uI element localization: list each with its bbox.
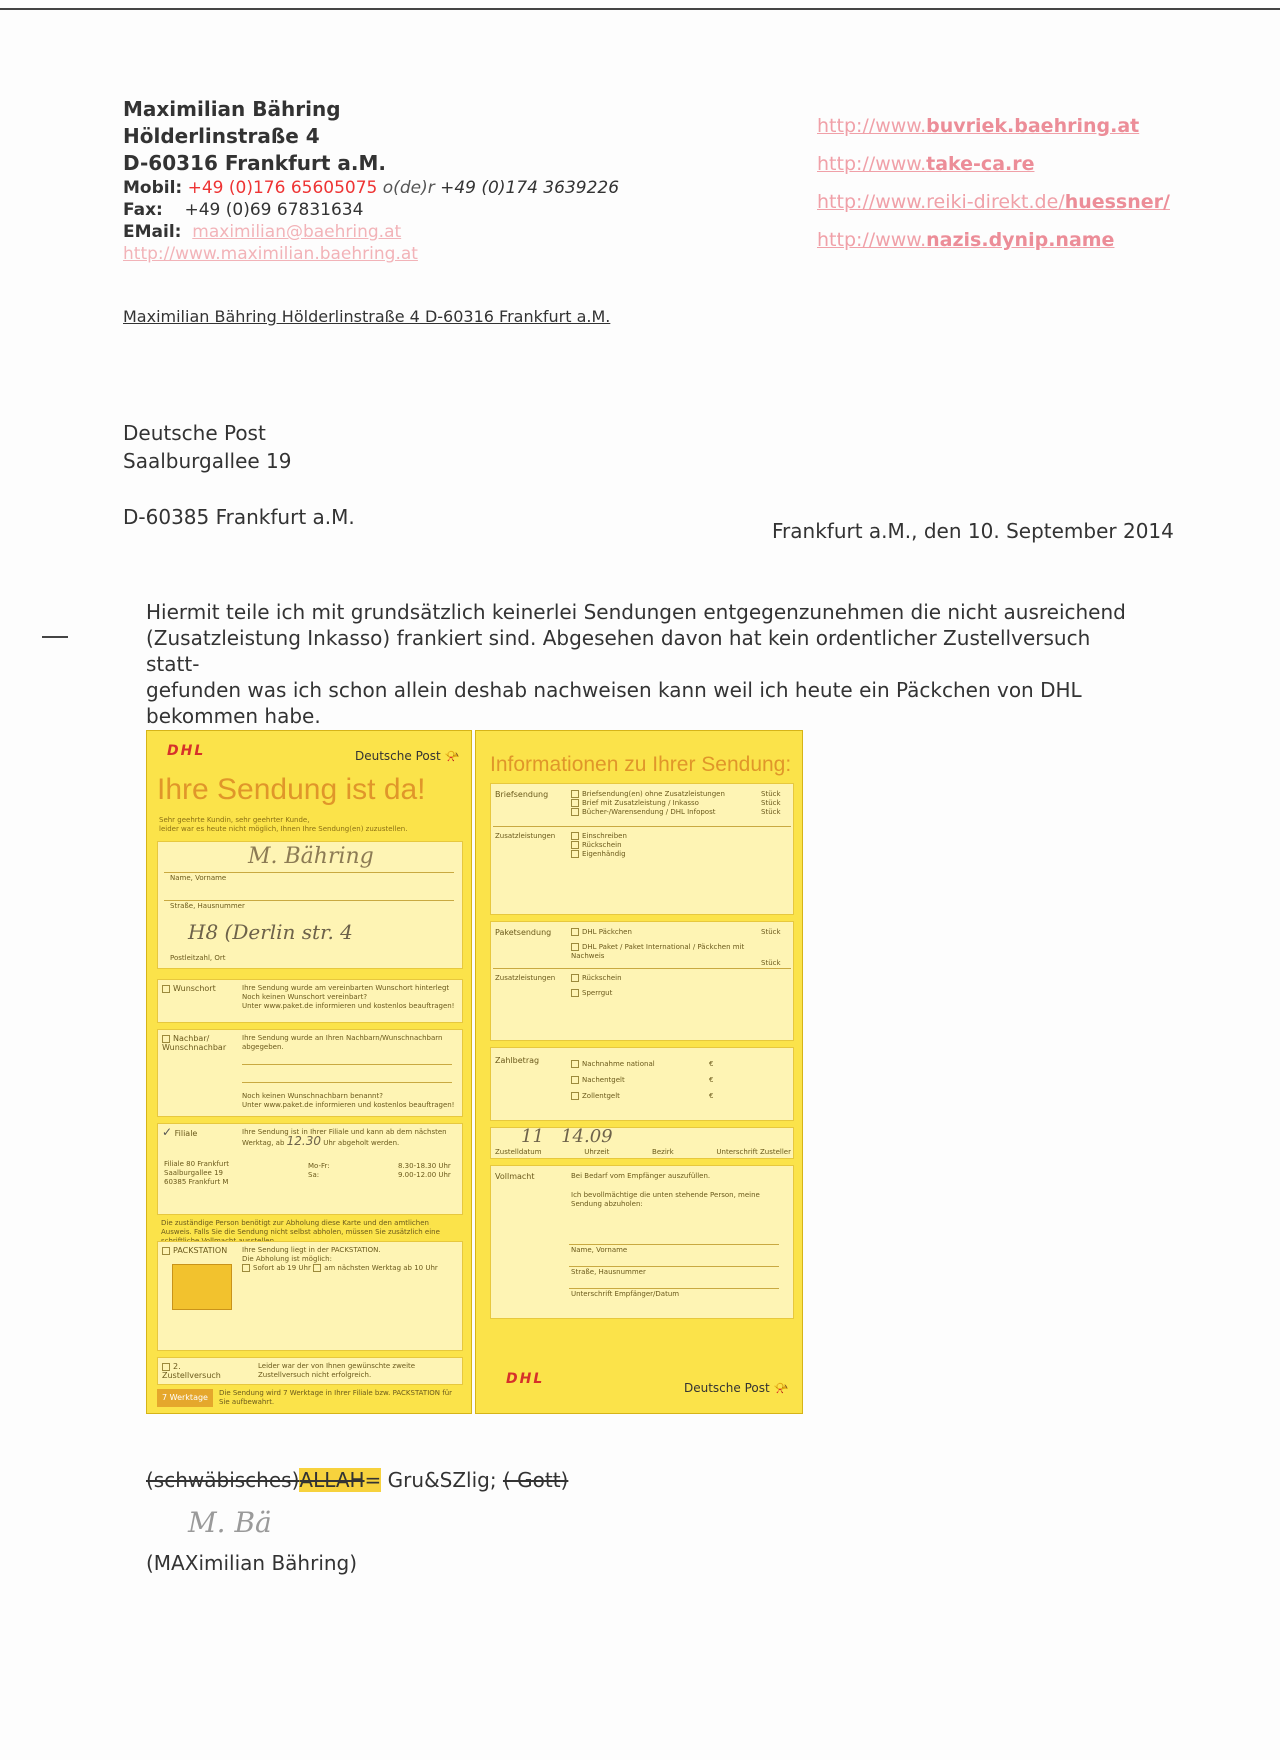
option-filiale: ✓ Filiale Ihre Sendung ist in Ihrer Filiale und kann ab dem nächsten Werktag, ab 12.30 Uhr abgeholt werden. Filiale 80 Frankfurt Saalburgallee 19 60385 Frankfurt M Mo-Fr: Sa: 8.30-18.30 Uhr 9.00-12.00 Uhr <box>157 1123 463 1215</box>
sender-name: Maximilian Bähring <box>123 97 341 121</box>
signer-name: (MAXimilian Bähring) <box>146 1551 358 1575</box>
sender-mobile: Mobil: +49 (0)176 65605075 o(de)r +49 (0)174 3639226 <box>123 178 620 198</box>
recipient-line1: Deutsche Post <box>123 421 266 445</box>
highlighted-word: ALLAH <box>299 1468 365 1492</box>
email-link[interactable]: maximilian@baehring.at <box>192 222 402 242</box>
link-reiki[interactable]: http://www.reiki-direkt.de/huessner/ <box>817 191 1170 213</box>
link-list <box>817 107 1257 259</box>
option-wunschort: Wunschort Ihre Sendung wurde am vereinbarten Wunschort hinterlegt Noch keinen Wunschort vereinbart? Unter www.paket.de informieren und kostenlos beauftragen! <box>157 979 463 1023</box>
dhl-logo-bottom: DHL <box>506 1371 545 1387</box>
brief-panel: Briefsendung Briefsendung(en) ohne Zusatzleistungen Brief mit Zusatzleistung / Inkasso Bücher-/Warensendung / DHL Infopost Stück Stück Stück Zusatzleistungen Einschreiben Rückschein Eigenhändig <box>490 783 794 915</box>
info-brand: Deutsche Post 📯 <box>684 1381 789 1395</box>
vollmacht-panel: Vollmacht Bei Bedarf vom Empfänger auszufüllen. Ich bevollmächtige die unten stehende Person, meine Sendung abzuholen: Name, Vorname Straße, Hausnummer Unterschrift Empfänger/Datum <box>490 1165 794 1319</box>
info-title: Informationen zu Ihrer Sendung: <box>490 753 792 776</box>
recipient-block <box>123 419 355 531</box>
top-border <box>0 0 1280 10</box>
struck-word-1: (schwäbisches) <box>146 1468 300 1492</box>
seven-days-badge: 7 Werktage <box>157 1389 213 1407</box>
option-nachbar: Nachbar/ Wunschnachbar Ihre Sendung wurde an Ihren Nachbarn/Wunschnachbarn abgegeben. Noch keinen Wunschnachbarn benannt? Unter www.paket.de informieren und kostenlos beauftragen! <box>157 1029 463 1117</box>
signature: M. Bä <box>188 1506 272 1539</box>
dhl-info-card <box>475 730 803 1414</box>
delivery-signature-strip: 11 14.09 Zustelldatum Uhrzeit Bezirk Unterschrift Zusteller <box>490 1127 794 1159</box>
dhl-logo: DHL <box>167 743 206 759</box>
address-panel: M. Bähring Name, Vorname Straße, Hausnummer H8 (Derlin str. 4 Postleitzahl, Ort <box>157 841 463 969</box>
paket-panel: Paketsendung DHL Päckchen DHL Paket / Paket International / Päckchen mit Nachweis Stück Stück Zusatzleistungen Rückschein Sperrgut <box>490 921 794 1041</box>
date-line: Frankfurt a.M., den 10. September 2014 <box>772 519 1174 543</box>
sender-email: EMail: maximilian@baehring.at <box>123 222 402 242</box>
link-nazis[interactable]: http://www.nazis.dynip.name <box>817 229 1115 251</box>
handwritten-street: H8 (Derlin str. 4 <box>188 920 353 944</box>
zahlbetrag-panel: Zahlbetrag Nachnahme national Nachentgelt Zollentgelt € € € <box>490 1047 794 1121</box>
sender-block <box>123 96 683 265</box>
dhl-notice-card: DHL Deutsche Post 📯 Ihre Sendung ist da! Sehr geehrte Kundin, sehr geehrter Kunde, leider war es heute nicht möglich, Ihnen Ihre Sendung(en) zuzustellen. M. Bähring Name, Vorname Straße, Hausnummer H8 (Derlin str. 4 Postleitzahl, Ort Wunschort Ihre Sendung wurde am vereinbarten Wunschort hinterlegt Noch keinen Wunschort vereinbart? Unter www.paket.de informieren und kostenlos beauftragen! Nachbar/ Wunschnachbar Ihre Sendung wurde an Ihren Nachbarn/Wunschnachbarn abgegeben. Noch keinen Wunschnachbarn benannt? Unter www.paket.de informieren und kostenlos beauftragen! ✓ Filiale Ihre Sendung ist in Ihrer Filiale und kann ab dem nächsten Werktag, ab 12.30 Uhr abgeholt werden. Filiale 80 Frankfurt Saalburgallee 19 60385 Frankfurt M Mo-Fr: Sa: 8.30-18.30 Uhr 9.00-12.00 Uhr Die zuständige Person benötigt zur Abholung diese Karte und den amtlichen Ausweis. Falls Sie die Sendung nicht selbst abholen, müssen Sie zusätzlich eine PACKSTATION Ihre Sendung liegt in der PACKSTATION. Die Abholung ist möglich: Sofort ab 19 Uhr am nächsten Werktag ab 10 Uhr 2. Zustellversuch Leider war der von Ihnen gewünschte zweite Zustellversuch nicht erfolgreich. 7 Werktage Die Sendung wird 7 Werktage in Ihrer Filiale bzw. PACKSTATION für Sie aufbewahrt. <box>146 730 472 1414</box>
link-buvriek[interactable]: http://www.buvriek.baehring.at <box>817 115 1140 137</box>
margin-mark <box>42 636 68 638</box>
recipient-line2: Saalburgallee 19 <box>123 449 292 473</box>
card-headline: Ihre Sendung ist da! <box>157 773 426 806</box>
option-zustellversuch: 2. Zustellversuch Leider war der von Ihnen gewünschte zweite Zustellversuch nicht erfolgreich. <box>157 1357 463 1385</box>
post-horn-icon: 📯 <box>773 1381 789 1395</box>
option-packstation: PACKSTATION Ihre Sendung liegt in der PACKSTATION. Die Abholung ist möglich: Sofort ab 19 Uhr am nächsten Werktag ab 10 Uhr <box>157 1241 463 1351</box>
handwritten-time: 12.30 <box>286 1134 322 1148</box>
struck-word-2: ( Gott) <box>502 1468 569 1492</box>
sender-street: Hölderlinstraße 4 <box>123 124 320 148</box>
packstation-icon <box>172 1264 232 1310</box>
handwritten-date: 11 14.09 <box>521 1126 613 1147</box>
sender-fax: Fax: +49 (0)69 67831634 <box>123 200 364 220</box>
post-horn-icon: 📯 <box>444 749 460 763</box>
greeting: Gru&SZlig; <box>387 1468 497 1492</box>
fine-print: Die zuständige Person benötigt zur Abholung diese Karte und den amtlichen Ausweis. Falls Sie die Sendung nicht selbst abholen, müssen Sie zusätzlich eine <box>161 1219 440 1236</box>
closing-line: (schwäbisches)ALLAH= Gru&SZlig; ( Gott) <box>146 1468 569 1492</box>
recipient-line3: D-60385 Frankfurt a.M. <box>123 505 355 529</box>
sender-city: D-60316 Frankfurt a.M. <box>123 151 387 175</box>
return-address: Maximilian Bähring Hölderlinstraße 4 D-60316 Frankfurt a.M. <box>123 307 611 326</box>
website-link[interactable]: http://www.maximilian.baehring.at <box>123 244 418 264</box>
card-brand: Deutsche Post 📯 <box>355 749 460 763</box>
body-text: Hiermit teile ich mit grundsätzlich keinerlei Sendungen entgegenzunehmen die nicht ausreichend (Zusatzleistung Inkasso) frankiert sind. Abgesehen davon hat kein ordentlicher Zustellversuch statt- gefunden was ich schon allein deshab nachweisen kann weil ich heute ein Päckchen von DHL bekommen habe. <box>146 600 1126 728</box>
link-take-care[interactable]: http://www.take-ca.re <box>817 153 1035 175</box>
handwritten-name: M. Bähring <box>248 844 374 869</box>
